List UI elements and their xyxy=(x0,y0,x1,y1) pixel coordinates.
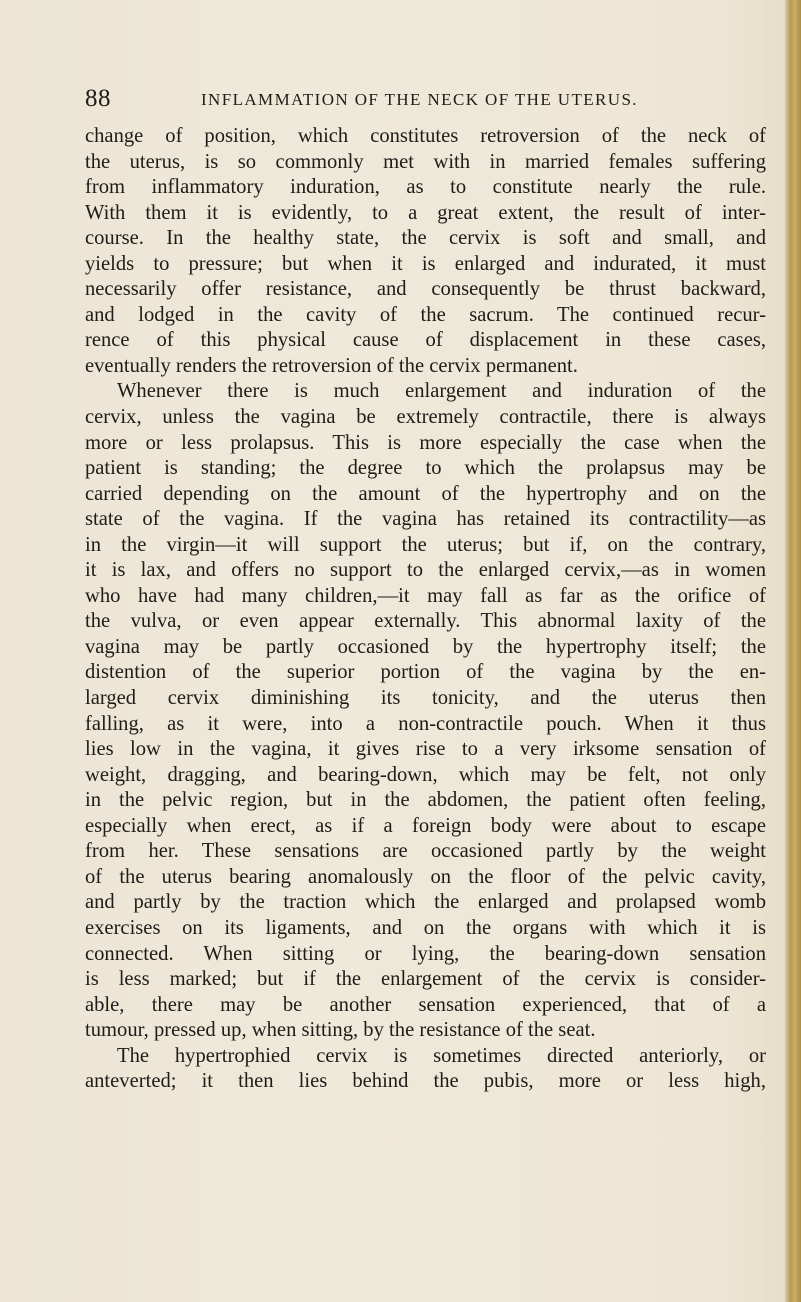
text-line: the uterus, is so commonly met with in married females suffering xyxy=(85,150,766,173)
text-line: from her. These sensations are occasioned partly by the weight xyxy=(85,840,766,863)
text-line: lies low in the vagina, it gives rise to a very irksome sensation of xyxy=(85,738,766,761)
text-line: especially when erect, as if a foreign body were about to escape xyxy=(85,814,766,837)
text-line: cervix, unless the vagina be extremely contractile, there is always xyxy=(85,406,766,429)
page-edge xyxy=(785,0,801,1302)
page-number: 88 xyxy=(85,85,111,112)
text-line: larged cervix diminishing its tonicity, and the uterus then xyxy=(85,687,766,710)
text-line: state of the vagina. If the vagina has retained its contractility—as xyxy=(85,508,766,531)
text-line: is less marked; but if the enlargement of the cervix is consider- xyxy=(85,968,766,991)
text-line: weight, dragging, and bearing-down, which may be felt, not only xyxy=(85,763,766,786)
page-header xyxy=(85,86,765,112)
text-line: connected. When sitting or lying, the bearing-down sensation xyxy=(85,942,766,965)
text-line: who have had many children,—it may fall as far as the orifice of xyxy=(85,584,766,607)
text-line: distention of the superior portion of the vagina by the en- xyxy=(85,661,766,684)
text-line: more or less prolapsus. This is more especially the case when the xyxy=(85,431,766,454)
text-line: necessarily offer resistance, and consequently be thrust backward, xyxy=(85,278,766,301)
body-text xyxy=(85,124,766,1095)
text-line: tumour, pressed up, when sitting, by the resistance of the seat. xyxy=(85,1019,596,1042)
text-line: in the virgin—it will support the uterus; but if, on the contrary, xyxy=(85,533,766,556)
text-line: and lodged in the cavity of the sacrum. The continued recur- xyxy=(85,303,766,326)
text-line: anteverted; it then lies behind the pubis, more or less high, xyxy=(85,1070,766,1093)
text-line: With them it is evidently, to a great extent, the result of inter- xyxy=(85,201,766,224)
paragraph-start-line: Whenever there is much enlargement and induration of the xyxy=(117,380,766,403)
text-line: able, there may be another sensation experienced, that of a xyxy=(85,993,766,1016)
text-line: vagina may be partly occasioned by the hypertrophy itself; the xyxy=(85,635,766,658)
paragraph-start-line: The hypertrophied cervix is sometimes directed anteriorly, or xyxy=(117,1044,766,1067)
text-line: in the pelvic region, but in the abdomen, the patient often feeling, xyxy=(85,789,766,812)
text-line: of the uterus bearing anomalously on the floor of the pelvic cavity, xyxy=(85,865,766,888)
text-line: falling, as it were, into a non-contractile pouch. When it thus xyxy=(85,712,766,735)
text-line: carried depending on the amount of the hypertrophy and on the xyxy=(85,482,766,505)
text-line: it is lax, and offers no support to the enlarged cervix,—as in women xyxy=(85,559,766,582)
text-line: eventually renders the retroversion of the cervix permanent. xyxy=(85,354,578,377)
text-line: change of position, which constitutes retroversion of the neck of xyxy=(85,125,766,147)
running-head: INFLAMMATION OF THE NECK OF THE UTERUS. xyxy=(201,90,638,109)
text-line: and partly by the traction which the enlarged and prolapsed womb xyxy=(85,891,766,914)
text-line: the vulva, or even appear externally. This abnormal laxity of the xyxy=(85,610,766,633)
text-line: exercises on its ligaments, and on the organs with which it is xyxy=(85,916,766,939)
text-line: from inflammatory induration, as to constitute nearly the rule. xyxy=(85,176,766,199)
text-line: course. In the healthy state, the cervix is soft and small, and xyxy=(85,227,766,250)
text-line: patient is standing; the degree to which the prolapsus may be xyxy=(85,457,766,480)
text-line: yields to pressure; but when it is enlarged and indurated, it must xyxy=(85,252,766,275)
text-line: rence of this physical cause of displacement in these cases, xyxy=(85,329,766,352)
